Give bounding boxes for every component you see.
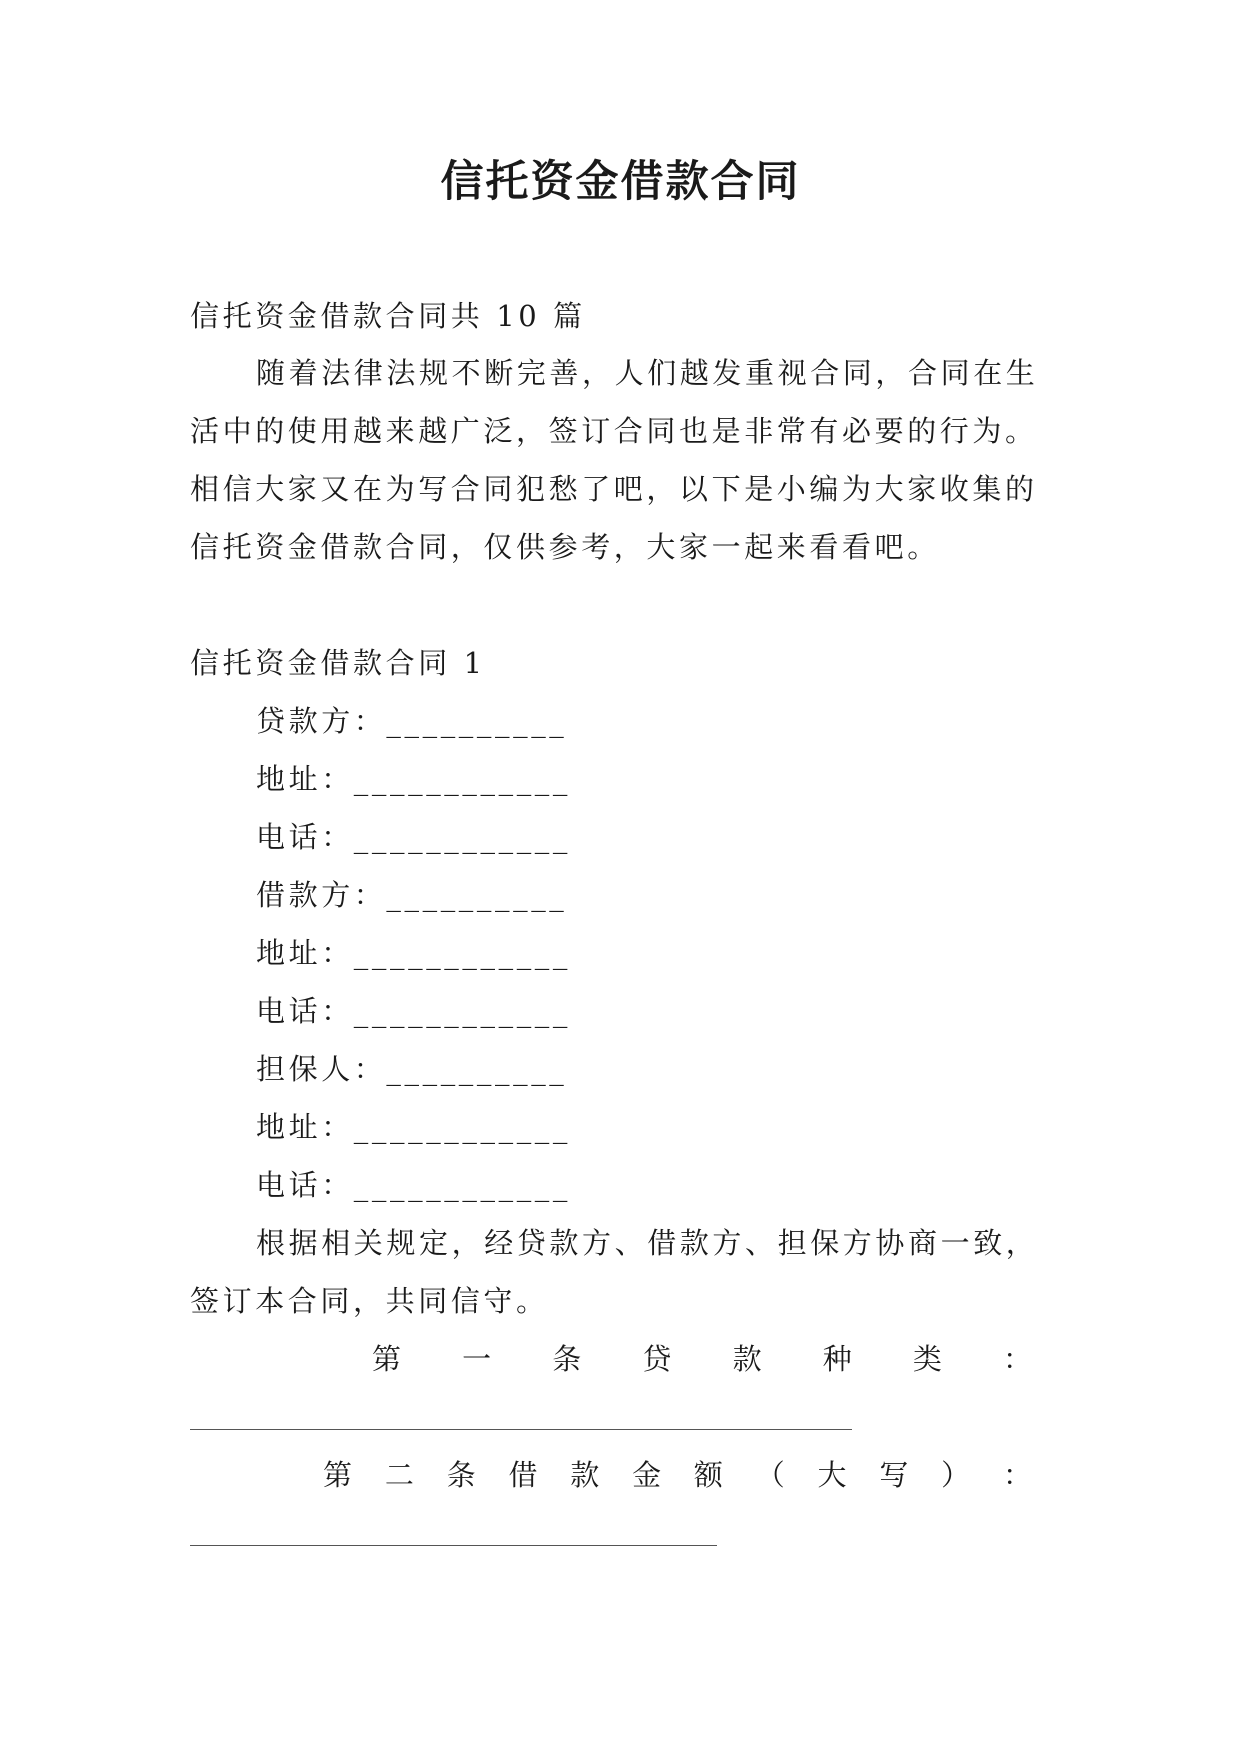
article-2-char: 写 [879,1458,909,1492]
intro-heading: 信托资金借款合同共 10 篇 [190,299,586,333]
agreement-line-2: 签订本合同，共同信守。 [190,1284,549,1318]
field-borrower-phone: 电话：____________ [256,994,571,1028]
article-1-char: 第 [372,1342,402,1376]
article-1-char: 贷 [642,1342,672,1376]
article-2-heading [323,1455,1032,1495]
article-2-char: 借 [508,1458,538,1492]
agreement-line-1: 根据相关规定，经贷款方、借款方、担保方协商一致， [256,1226,1039,1260]
article-2-char: 条 [446,1458,476,1492]
article-2-char: 金 [632,1458,662,1492]
field-lender-phone: 电话：____________ [256,820,571,854]
article-1-char: 款 [732,1342,762,1376]
document-title: 信托资金借款合同 [440,157,801,207]
field-borrower-address: 地址：____________ [256,936,571,970]
article-2-char: ） [941,1458,971,1492]
article-2-char: 大 [817,1458,847,1492]
article-1-char: 类 [912,1342,942,1376]
article-2-char: 款 [570,1458,600,1492]
intro-line-1: 随着法律法规不断完善，人们越发重视合同，合同在生 [256,356,1039,390]
field-borrower: 借款方：__________ [256,878,568,912]
field-guarantor-address: 地址：____________ [256,1110,571,1144]
field-lender: 贷款方：__________ [256,704,568,738]
field-guarantor-phone: 电话：____________ [256,1168,571,1202]
article-2-char: （ [755,1458,785,1492]
article-1-char: 一 [462,1342,492,1376]
section-heading: 信托资金借款合同 1 [190,646,486,680]
field-guarantor: 担保人：__________ [256,1052,568,1086]
article-1-char: 种 [822,1342,852,1376]
field-lender-address: 地址：____________ [256,762,571,796]
article-2-char: 第 [323,1458,353,1492]
article-1-blank-line [190,1429,852,1430]
article-2-blank-line [190,1545,717,1546]
article-1-heading [372,1339,1032,1379]
article-2-char: 二 [384,1458,414,1492]
article-1-char: 条 [552,1342,582,1376]
article-1-char: ： [1002,1342,1032,1376]
article-2-char: ： [1002,1458,1032,1492]
intro-line-2: 活中的使用越来越广泛，签订合同也是非常有必要的行为。 [190,414,1038,448]
intro-line-4: 信托资金借款合同，仅供参考，大家一起来看看吧。 [190,530,940,564]
article-2-char: 额 [693,1458,723,1492]
intro-line-3: 相信大家又在为写合同犯愁了吧，以下是小编为大家收集的 [190,472,1038,506]
